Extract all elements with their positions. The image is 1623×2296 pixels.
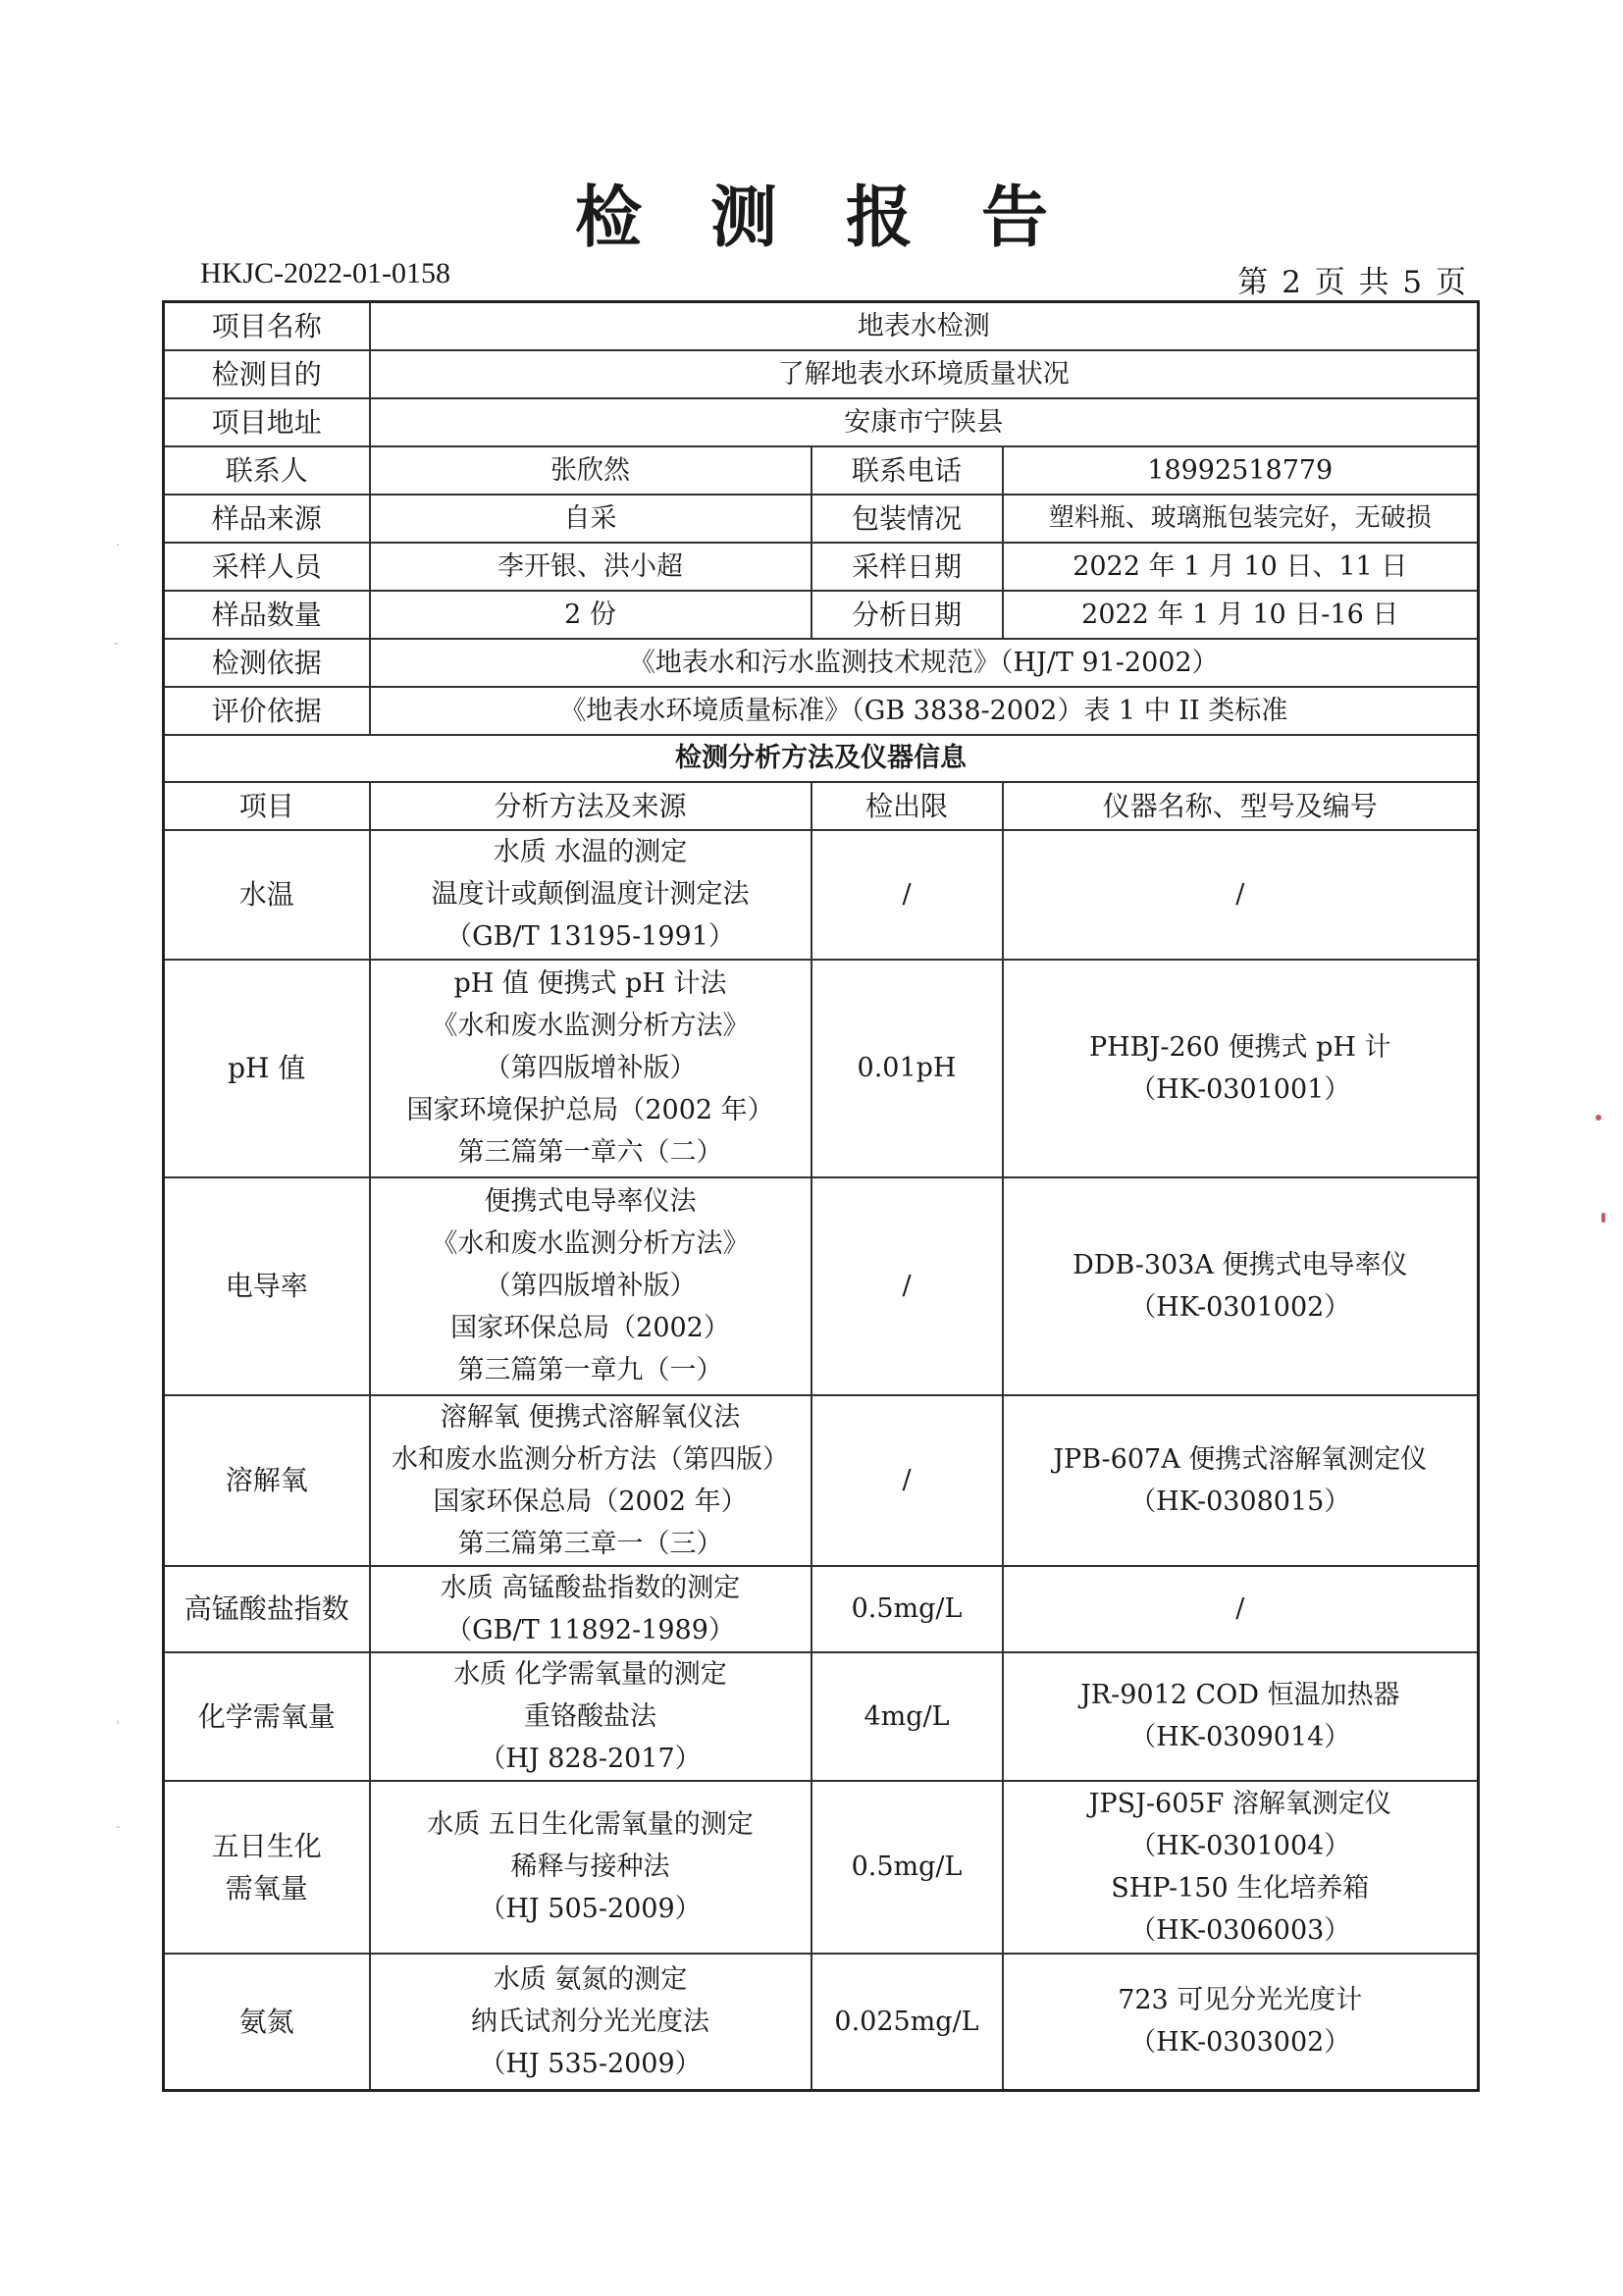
detection-limit: 0.025mg/L xyxy=(812,1954,1003,2091)
method-source-line: （HJ 535-2009） xyxy=(479,2048,702,2079)
method-source xyxy=(370,1177,812,1395)
instrument-info-line: 723 可见分光光度计 xyxy=(1118,1985,1363,2016)
table-row xyxy=(164,1177,1479,1395)
method-item xyxy=(164,1781,370,1954)
method-item xyxy=(164,1395,370,1566)
instrument-info-line: （HK-0308015） xyxy=(1129,1486,1351,1517)
method-source xyxy=(370,960,812,1177)
instrument-info-line: （HK-0306003） xyxy=(1129,1914,1351,1946)
instrument-info-line: / xyxy=(1235,879,1245,910)
detection-limit: 0.5mg/L xyxy=(812,1566,1003,1652)
table-row xyxy=(164,960,1479,1177)
detection-limit: / xyxy=(812,1177,1003,1395)
row-basis xyxy=(164,639,1479,687)
scan-mark: ' xyxy=(116,1719,120,1735)
analysis-date-label: 分析日期 xyxy=(812,591,1003,639)
row-source xyxy=(164,495,1479,543)
row-project-name xyxy=(164,302,1479,350)
instrument-info xyxy=(1003,1652,1479,1781)
method-source-line: 重铬酸盐法 xyxy=(524,1700,656,1732)
method-item-line: 溶解氧 xyxy=(225,1464,308,1496)
instrument-info-line: （HK-0301001） xyxy=(1129,1073,1351,1105)
scan-red-mark xyxy=(1596,1115,1601,1121)
method-source-line: （第四版增补版） xyxy=(484,1271,697,1301)
row-contact xyxy=(164,446,1479,495)
method-source-line: 国家环保总局（2002 年） xyxy=(433,1486,748,1517)
detection-limit: 0.01pH xyxy=(812,960,1003,1177)
instrument-info xyxy=(1003,1177,1479,1395)
report-number: HKJC-2022-01-0158 xyxy=(200,257,450,289)
method-item-line: 需氧量 xyxy=(225,1871,308,1905)
instrument-info xyxy=(1003,1566,1479,1652)
phone-value: 18992518779 xyxy=(1003,446,1479,495)
instrument-info xyxy=(1003,830,1479,960)
method-source-line: 纳氏试剂分光光度法 xyxy=(471,2006,709,2037)
package-label: 包装情况 xyxy=(812,495,1003,543)
instrument-info-line: JR-9012 COD 恒温加热器 xyxy=(1079,1680,1400,1710)
method-source-line: 溶解氧 便携式溶解氧仪法 xyxy=(440,1401,741,1433)
address-value: 安康市宁陕县 xyxy=(370,398,1479,446)
basis-label: 检测依据 xyxy=(164,639,370,687)
method-item-line: pH 值 xyxy=(228,1052,306,1084)
row-address xyxy=(164,398,1479,446)
report-table xyxy=(162,300,1480,2092)
source-label: 样品来源 xyxy=(164,495,370,543)
method-source xyxy=(370,1566,812,1652)
method-source xyxy=(370,1395,812,1566)
table-row xyxy=(164,1652,1479,1781)
method-source-line: 第三篇第三章一（三） xyxy=(457,1528,723,1559)
eval-label: 评价依据 xyxy=(164,687,370,735)
scan-mark: · xyxy=(116,538,121,553)
methods-header-row xyxy=(164,782,1479,830)
method-source-line: 《水和废水监测分析方法》 xyxy=(431,1011,750,1041)
instrument-info-line: （HK-0301004） xyxy=(1129,1830,1351,1861)
scan-mark: - xyxy=(116,1819,122,1835)
scan-red-mark xyxy=(1601,1213,1605,1223)
source-value: 自采 xyxy=(370,495,812,543)
method-item xyxy=(164,960,370,1177)
report-title: 检测报告 xyxy=(574,180,1117,257)
address-label: 项目地址 xyxy=(164,398,370,446)
row-eval xyxy=(164,687,1479,735)
analysis-date-value: 2022 年 1 月 10 日-16 日 xyxy=(1003,591,1479,639)
instrument-info xyxy=(1003,1395,1479,1566)
instrument-info-line: / xyxy=(1235,1593,1245,1624)
method-item xyxy=(164,1566,370,1652)
project-name-value: 地表水检测 xyxy=(370,302,1479,350)
methods-body xyxy=(164,830,1479,2091)
sample-date-value: 2022 年 1 月 10 日、11 日 xyxy=(1003,543,1479,591)
method-source-line: 国家环境保护总局（2002 年） xyxy=(406,1095,774,1125)
eval-value: 《地表水环境质量标准》（GB 3838-2002）表 1 中 II 类标准 xyxy=(370,687,1479,735)
method-source xyxy=(370,830,812,960)
method-item xyxy=(164,1177,370,1395)
method-source xyxy=(370,1652,812,1781)
sample-date-label: 采样日期 xyxy=(812,543,1003,591)
col-header-item: 项目 xyxy=(164,782,370,830)
section-title: 检测分析方法及仪器信息 xyxy=(164,735,1479,782)
method-source-line: 第三篇第一章六（二） xyxy=(457,1137,723,1168)
table-row xyxy=(164,830,1479,960)
method-item xyxy=(164,1954,370,2091)
instrument-info-line: DDB-303A 便携式电导率仪 xyxy=(1073,1249,1408,1280)
quantity-label: 样品数量 xyxy=(164,591,370,639)
package-value: 塑料瓶、玻璃瓶包装完好，无破损 xyxy=(1003,495,1479,543)
contact-value: 张欣然 xyxy=(370,446,812,495)
method-source-line: （GB/T 11892-1989） xyxy=(445,1614,735,1645)
phone-label: 联系电话 xyxy=(812,446,1003,495)
page-indicator: 第 2 页 共 5 页 xyxy=(1237,265,1466,300)
method-source-line: （GB/T 13195-1991） xyxy=(445,921,735,952)
method-item-line: 水温 xyxy=(238,878,294,911)
method-item-line: 高锰酸盐指数 xyxy=(183,1592,349,1625)
project-name-label: 项目名称 xyxy=(164,302,370,350)
row-sampler xyxy=(164,543,1479,591)
instrument-info-line: （HK-0309014） xyxy=(1129,1722,1351,1752)
detection-limit: / xyxy=(812,830,1003,960)
method-source-line: 稀释与接种法 xyxy=(510,1852,670,1882)
purpose-label: 检测目的 xyxy=(164,350,370,398)
row-quantity xyxy=(164,591,1479,639)
detection-limit: 4mg/L xyxy=(812,1652,1003,1781)
detection-limit: / xyxy=(812,1395,1003,1566)
method-source-line: 水质 水温的测定 xyxy=(493,837,688,867)
instrument-info-line: （HK-0303002） xyxy=(1129,2027,1351,2059)
method-source-line: （HJ 505-2009） xyxy=(479,1894,702,1924)
method-source-line: 国家环保总局（2002） xyxy=(450,1313,730,1343)
method-item-line: 电导率 xyxy=(225,1270,308,1302)
instrument-info-line: JPSJ-605F 溶解氧测定仪 xyxy=(1088,1788,1391,1819)
quantity-value: 2 份 xyxy=(370,591,812,639)
instrument-info-line: JPB-607A 便携式溶解氧测定仪 xyxy=(1053,1443,1428,1475)
method-source-line: pH 值 便携式 pH 计法 xyxy=(453,968,727,999)
col-header-instrument: 仪器名称、型号及编号 xyxy=(1003,782,1479,830)
instrument-info-line: PHBJ-260 便携式 pH 计 xyxy=(1088,1031,1391,1063)
table-row xyxy=(164,1566,1479,1652)
detection-limit: 0.5mg/L xyxy=(812,1781,1003,1954)
method-source xyxy=(370,1954,812,2091)
sampler-label: 采样人员 xyxy=(164,543,370,591)
scan-mark: - xyxy=(114,636,120,652)
instrument-info xyxy=(1003,1781,1479,1954)
method-source-line: 水和废水监测分析方法（第四版） xyxy=(392,1443,789,1475)
col-header-method: 分析方法及来源 xyxy=(370,782,812,830)
method-source-line: 第三篇第一章九（一） xyxy=(457,1355,723,1385)
method-item-line: 化学需氧量 xyxy=(197,1699,336,1733)
method-source-line: 水质 氨氮的测定 xyxy=(493,1963,688,1995)
method-source-line: （HJ 828-2017） xyxy=(479,1743,702,1774)
table-row xyxy=(164,1395,1479,1566)
basis-value: 《地表水和污水监测技术规范》（HJ/T 91-2002） xyxy=(370,639,1479,687)
purpose-value: 了解地表水环境质量状况 xyxy=(370,350,1479,398)
method-source-line: （第四版增补版） xyxy=(484,1053,697,1083)
method-source-line: 温度计或颠倒温度计测定法 xyxy=(431,879,750,910)
col-header-limit: 检出限 xyxy=(812,782,1003,830)
method-item xyxy=(164,830,370,960)
method-item-line: 氨氮 xyxy=(238,2005,294,2038)
method-source xyxy=(370,1781,812,1954)
contact-label: 联系人 xyxy=(164,446,370,495)
instrument-info xyxy=(1003,1954,1479,2091)
method-item xyxy=(164,1652,370,1781)
instrument-info-line: SHP-150 生化培养箱 xyxy=(1111,1872,1370,1904)
method-source-line: 便携式电导率仪法 xyxy=(484,1186,697,1217)
method-source-line: 《水和废水监测分析方法》 xyxy=(431,1228,750,1259)
instrument-info xyxy=(1003,960,1479,1177)
method-source-line: 水质 高锰酸盐指数的测定 xyxy=(440,1572,741,1603)
table-row xyxy=(164,1954,1479,2091)
method-item-line: 五日生化 xyxy=(211,1829,322,1862)
table-row xyxy=(164,1781,1479,1954)
method-source-line: 水质 化学需氧量的测定 xyxy=(453,1658,727,1690)
method-source-line: 水质 五日生化需氧量的测定 xyxy=(427,1809,754,1840)
row-section-title xyxy=(164,735,1479,782)
instrument-info-line: （HK-0301002） xyxy=(1129,1291,1351,1323)
row-purpose xyxy=(164,350,1479,398)
sampler-value: 李开银、洪小超 xyxy=(370,543,812,591)
